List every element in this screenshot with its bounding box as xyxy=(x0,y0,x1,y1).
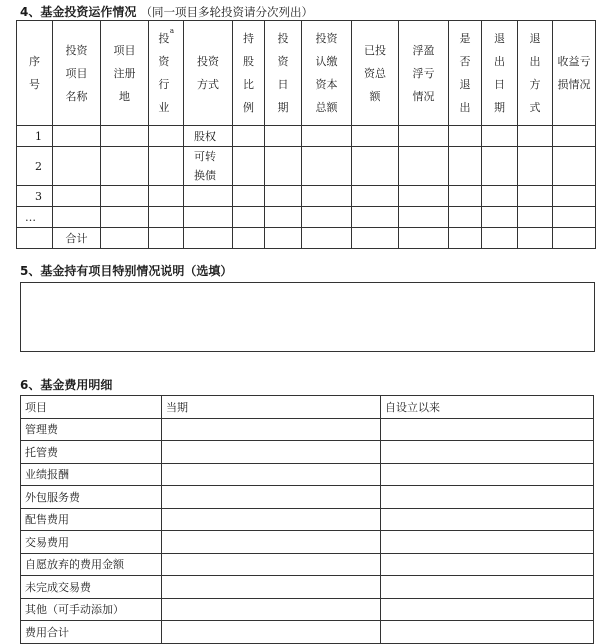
header-cell: 投资方式 xyxy=(184,21,233,126)
fee-item: 费用合计 xyxy=(21,621,162,644)
table-row xyxy=(21,463,594,486)
investment-method: 可转换债 xyxy=(184,147,233,186)
fee-item: 业绩报酬 xyxy=(21,463,162,486)
header-cell: 项目 xyxy=(21,396,162,419)
header-cell: 当期 xyxy=(162,396,381,419)
fee-item: 其他（可手动添加） xyxy=(21,598,162,621)
table-row xyxy=(21,486,594,509)
header-cell: 浮盈浮亏情况 xyxy=(399,21,449,126)
fee-item: 未完成交易费 xyxy=(21,576,162,599)
header-cell: 退出日期 xyxy=(482,21,518,126)
fee-item: 外包服务费 xyxy=(21,486,162,509)
special-situation-textbox[interactable] xyxy=(20,282,595,352)
section4-title: 4、基金投资运作情况 xyxy=(20,5,137,19)
section5-title: 5、基金持有项目特别情况说明（选填） xyxy=(20,264,233,278)
fee-item: 托管费 xyxy=(21,441,162,464)
table-row xyxy=(21,621,594,644)
table-row xyxy=(21,576,594,599)
fee-item: 配售费用 xyxy=(21,508,162,531)
section6-title: 6、基金费用明细 xyxy=(20,378,113,392)
total-label: 合计 xyxy=(53,228,101,249)
table-row xyxy=(17,186,596,207)
table-row xyxy=(21,441,594,464)
header-cell: 投资认缴资本总额 xyxy=(302,21,352,126)
row-number: 3 xyxy=(17,186,53,207)
header-cell: 投资行业$^a$ xyxy=(149,21,184,126)
header-cell: 持股比例 xyxy=(233,21,265,126)
table-header-row xyxy=(17,21,596,126)
fee-detail-table xyxy=(20,395,594,644)
fee-item: 交易费用 xyxy=(21,531,162,554)
header-cell: 已投资总额 xyxy=(352,21,399,126)
table-row xyxy=(17,207,596,228)
section4-note: （同一项目多轮投资请分次列出） xyxy=(140,5,314,19)
table-row xyxy=(17,147,596,186)
table-row xyxy=(17,126,596,147)
total-row xyxy=(17,228,596,249)
row-number: … xyxy=(17,207,53,228)
fee-item: 自愿放弃的费用金额 xyxy=(21,553,162,576)
table-row xyxy=(21,553,594,576)
header-cell: 收益亏损情况 xyxy=(553,21,596,126)
fee-item: 管理费 xyxy=(21,418,162,441)
table-row xyxy=(21,531,594,554)
section4-heading xyxy=(20,3,313,20)
row-number: 1 xyxy=(17,126,53,147)
table-header-row xyxy=(21,396,594,419)
header-cell: 序号 xyxy=(17,21,53,126)
table-row xyxy=(21,418,594,441)
table-row xyxy=(21,508,594,531)
investment-operation-table xyxy=(16,20,596,249)
header-cell: 项目注册地 xyxy=(101,21,149,126)
row-number: 2 xyxy=(17,147,53,186)
header-cell: 退出方式 xyxy=(518,21,553,126)
header-cell: 投资日期 xyxy=(265,21,302,126)
header-cell: 自设立以来 xyxy=(381,396,594,419)
investment-method: 股权 xyxy=(184,126,233,147)
header-cell: 投资项目名称 xyxy=(53,21,101,126)
header-cell: 是否退出 xyxy=(449,21,482,126)
table-row xyxy=(21,598,594,621)
